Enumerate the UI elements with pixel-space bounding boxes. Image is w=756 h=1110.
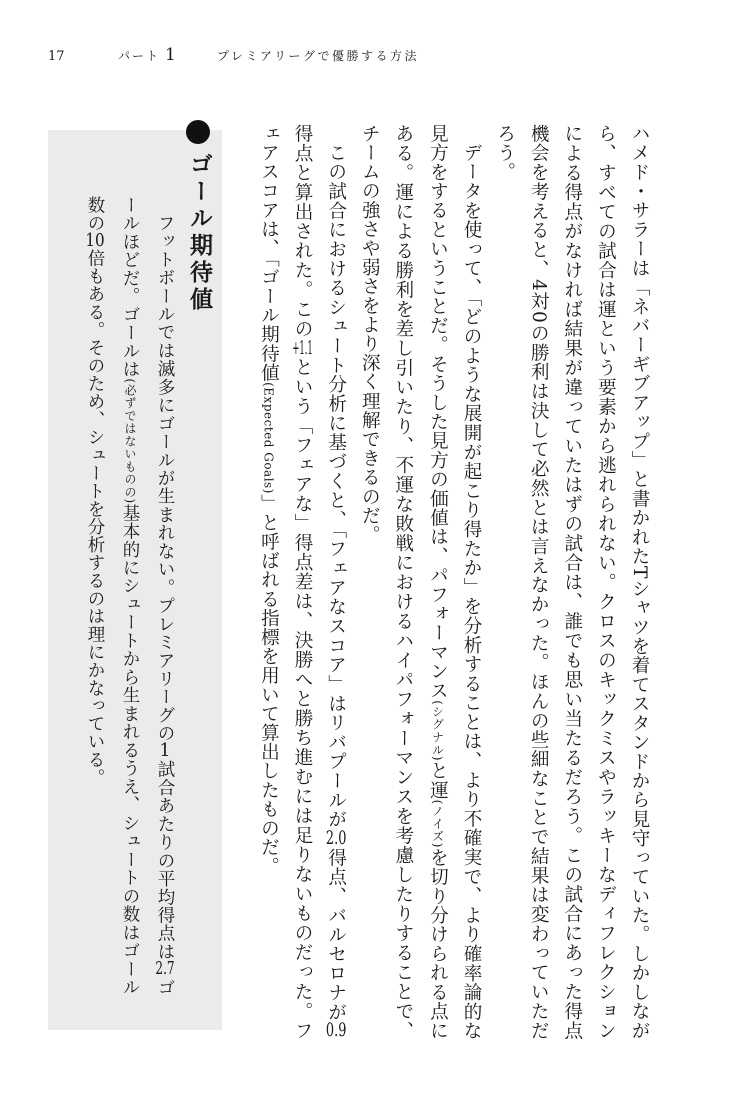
part-label: パート [118, 49, 161, 63]
chapter-title: プレミアリーグで優勝する方法 [217, 49, 420, 63]
paragraph-1: ハメド・サラーは「ネバーギブアップ」と書かれたTシャツを着てスタンドから見守っていた。しかしながら、すべての試合は運という要素から逃れられない。クロスのキックミスやラッキーなディフレクションによる得点がなければ結果が違っていたはずの試合は、誰でも思い当たるだろう。この試合にあった得点機会を考えると、4対0の勝利は決して必然とは言えなかった。ほんの些細なことで結果は変わっていただろう。 [494, 124, 650, 1040]
sidebar-text [72, 196, 182, 996]
sidebar-title: ゴール期待値 [186, 152, 212, 314]
part-number: 1 [165, 45, 176, 65]
page-number: 17 [48, 49, 65, 64]
main-text [258, 124, 656, 1041]
paragraph-3: この試合におけるシュート分析に基づくと、「フェアなスコア」はリバプールが2.0得点、バルセロナが0.9得点と算出された。この+1.1という「フェアな」得点差は、決勝へと勝ち進むには足りないものだった。フェアスコアは、「ゴール期待値(Expected Goals)」と呼ばれる指標を用いて算出したものだ。 [258, 124, 347, 1041]
running-header [0, 47, 756, 71]
bullet-icon [186, 120, 210, 144]
sidebar-paragraph: フットボールでは滅多にゴールが生まれない。プレミアリーグの1試合あたりの平均得点は2.7ゴールほどだ。ゴールは(必ずではないものの)基本的にシュートから生まれるうえ、シュートの数はゴール数の10倍もある。そのため、シュートを分析するのは理にかなっている。 [85, 196, 175, 996]
paragraph-2: データを使って、「どのような展開が起こり得たか」を分析することは、より不確実で、より確率論的な見方をするということだ。そうした見方の価値は、パフォーマンス(シグナル)と運(ノイズ)を切り分けられる点にある。運による勝利を差し引いたり、不運な敗戦におけるハイパフォーマンスを考慮したりすることで、チームの強さや弱さをより深く理解できるのだ。 [359, 124, 483, 1041]
